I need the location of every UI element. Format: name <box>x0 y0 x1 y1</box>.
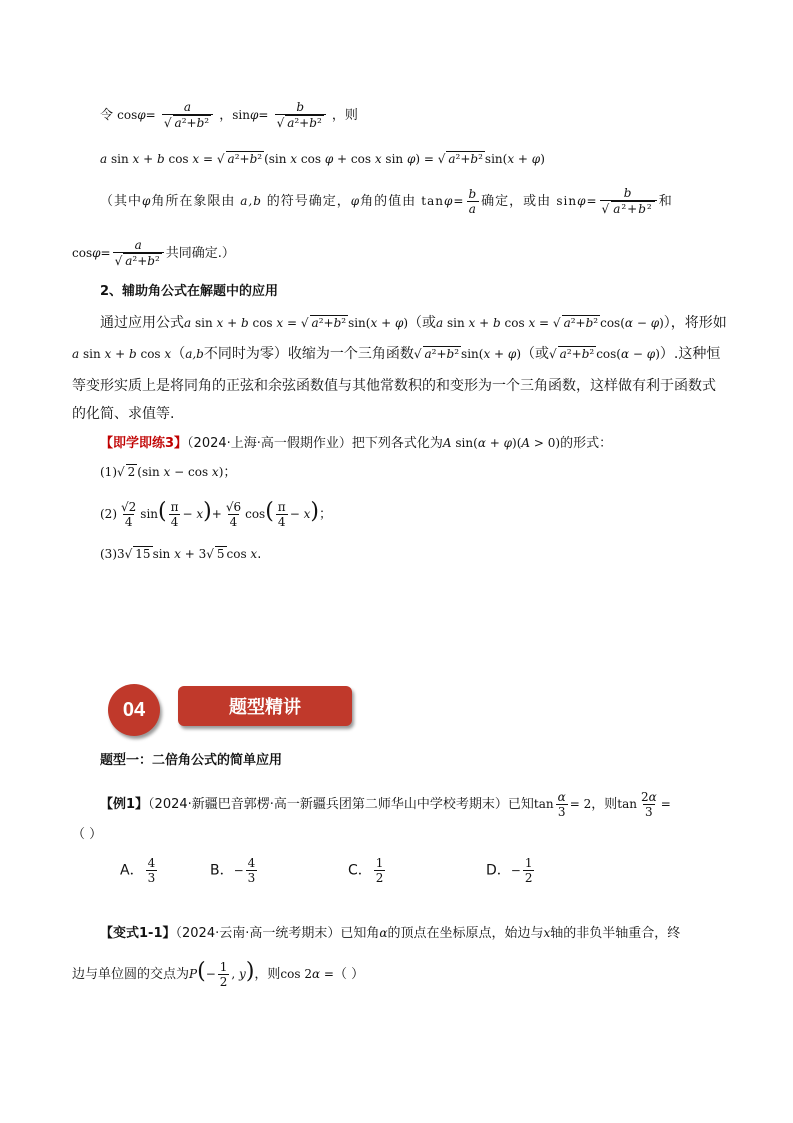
section2-line-1: 通过应用公式a sin x + b cos x = √ a²+b² sin(x + φ)（或a sin x + b cos x = √ a²+b² cos(α − φ)），将形如 <box>100 315 727 331</box>
practice-item-1: (1)√ 2 (sin x − cos x)； <box>100 465 237 480</box>
example-1-stem: 【例1】（2024·新疆巴音郭楞·高一新疆兵团第二师华山中学校考期末）已知tan $\frac{\alpha}{3}$ = 2，则tan $\frac{2\alpha}{3}$ = <box>100 790 671 819</box>
variant-1-1-line-2: 边与单位圆的交点为P(− $\frac{1}{2}$ , y)，则cos 2α =（ ） <box>72 959 365 989</box>
option-b[interactable]: B．− $\frac{4}{3}$ <box>210 856 256 885</box>
option-d[interactable]: D．− $\frac{1}{2}$ <box>486 856 533 885</box>
note-cos-phi: cosφ= $\frac{a}{\text{√ a²+b²}}$ 共同确定.） <box>72 238 235 268</box>
note-phi-quadrant: （其中φ角所在象限由 a,b 的符号确定，φ角的值由 tanφ= $\frac{b}{a}$ 确定，或由 sinφ= $\frac{b}{\text{√ a²+b²}}$ 和 <box>100 186 673 216</box>
variant-1-1-line-1: 【变式1-1】（2024·云南·高一统考期末）已知角α的顶点在坐标原点，始边与x轴的非负半轴重合，终 <box>100 926 681 941</box>
section-number-badge: 04 <box>108 684 160 736</box>
section-heading: 2、辅助角公式在解题中的应用 <box>100 284 279 299</box>
example-1-blank: （ ） <box>72 827 103 842</box>
practice-item-3: (3)3√ 15 sin x + 3√ 5 cos x. <box>100 547 262 562</box>
type-heading: 题型一：二倍角公式的简单应用 <box>100 753 283 768</box>
section-title-banner: 题型精讲 <box>178 686 352 726</box>
formula-auxiliary-angle: a sin x + b cos x = √ a²+b² (sin x cos φ + cos x sin φ) = √ a²+b² sin(x + φ) <box>100 152 545 166</box>
section2-line-4: 的化简、求值等. <box>72 406 175 422</box>
practice-header: 【即学即练3】（2024·上海·高一假期作业）把下列各式化为A sin(α + φ)(A > 0)的形式： <box>100 436 613 451</box>
section2-line-2: a sin x + b cos x（a,b不同时为零）收缩为一个三角函数√ a²+b² sin(x + φ)（或√ a²+b² cos(α − φ)）.这种恒 <box>72 346 721 362</box>
option-a[interactable]: A． $\frac{4}{3}$ <box>120 856 156 885</box>
section2-line-3: 等变形实质上是将同角的正弦和余弦函数值与其他常数积的和变形为一个三角函数，这样做有利于函数式 <box>72 378 716 394</box>
option-c[interactable]: C． $\frac{1}{2}$ <box>348 856 384 885</box>
formula-cos-sin-phi: 令 cosφ= $\frac{a}{\text{√ a²+b²}}$ ，sinφ= $\frac{b}{\text{√ a²+b²}}$ ，则 <box>100 100 358 130</box>
practice-item-2: (2) $\frac{√2}{4}$ sin( $\frac{\pi}{4}$ − x)+ $\frac{√6}{4}$ cos( $\frac{\pi}{4}$ − x)； <box>100 499 332 529</box>
